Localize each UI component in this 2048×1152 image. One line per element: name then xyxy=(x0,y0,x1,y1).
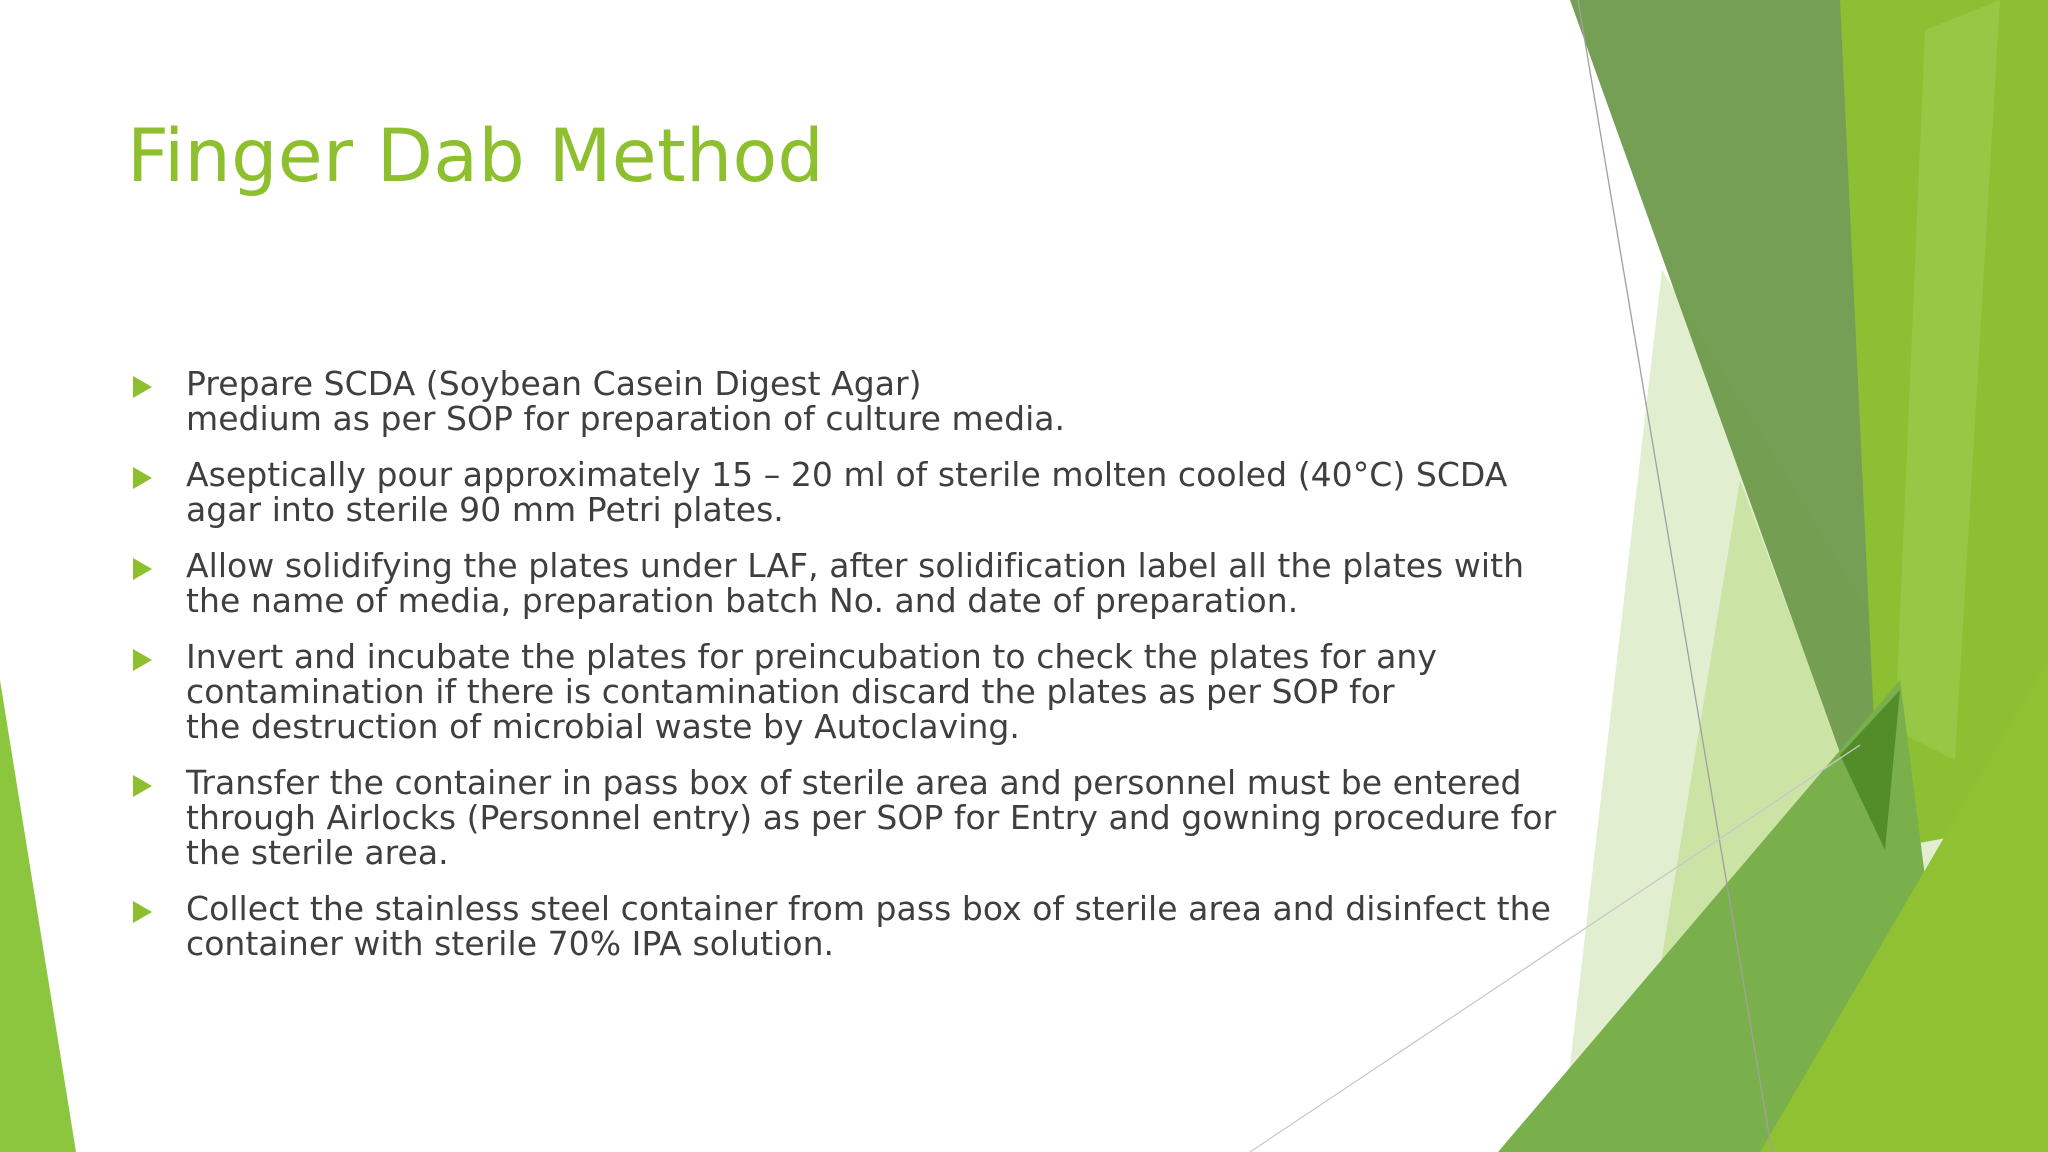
triangle-right-icon xyxy=(133,467,152,489)
bullet-item xyxy=(128,889,1551,963)
triangle-right-icon xyxy=(133,558,152,580)
bullet-text-line: medium as per SOP for preparation of culture media. xyxy=(186,399,1066,438)
bullet-text-line: Invert and incubate the plates for preincubation to check the plates for any xyxy=(186,637,1437,676)
bullet-text-line: through Airlocks (Personnel entry) as per SOP for Entry and gowning procedure for xyxy=(186,798,1557,837)
bullet-text-line: Allow solidifying the plates under LAF, after solidification label all the plates with xyxy=(186,546,1525,585)
bullet-text-line: container with sterile 70% IPA solution. xyxy=(186,924,835,963)
bullet-text-line: the sterile area. xyxy=(186,833,449,872)
bullet-text-line: the name of media, preparation batch No. and date of preparation. xyxy=(186,581,1299,620)
bullet-text-line: the destruction of microbial waste by Autoclaving. xyxy=(186,707,1020,746)
triangle-right-icon xyxy=(133,649,152,671)
bullet-text-line: agar into sterile 90 mm Petri plates. xyxy=(186,490,784,529)
bullet-text-line: Prepare SCDA (Soybean Casein Digest Agar) xyxy=(186,364,922,403)
bullet-item xyxy=(128,763,1557,872)
bullet-text-line: contamination if there is contamination discard the plates as per SOP for xyxy=(186,672,1395,711)
bullet-text-line: Collect the stainless steel container from pass box of sterile area and disinfect the xyxy=(186,889,1551,928)
triangle-right-icon xyxy=(133,901,152,923)
bullet-item xyxy=(128,366,1548,436)
bullet-item xyxy=(128,548,1548,618)
slide-title: Finger Dab Method xyxy=(127,114,825,199)
bullet-list xyxy=(128,364,1557,982)
bullet-text-line: Transfer the container in pass box of sterile area and personnel must be entered xyxy=(186,763,1522,802)
triangle-right-icon xyxy=(133,775,152,797)
left-green-sliver xyxy=(0,680,76,1152)
triangle-right-icon xyxy=(133,376,152,398)
bullet-text-line: Aseptically pour approximately 15 – 20 ml of sterile molten cooled (40°C) SCDA xyxy=(186,455,1508,494)
bullet-item xyxy=(128,457,1548,527)
bullet-item xyxy=(128,639,1548,744)
